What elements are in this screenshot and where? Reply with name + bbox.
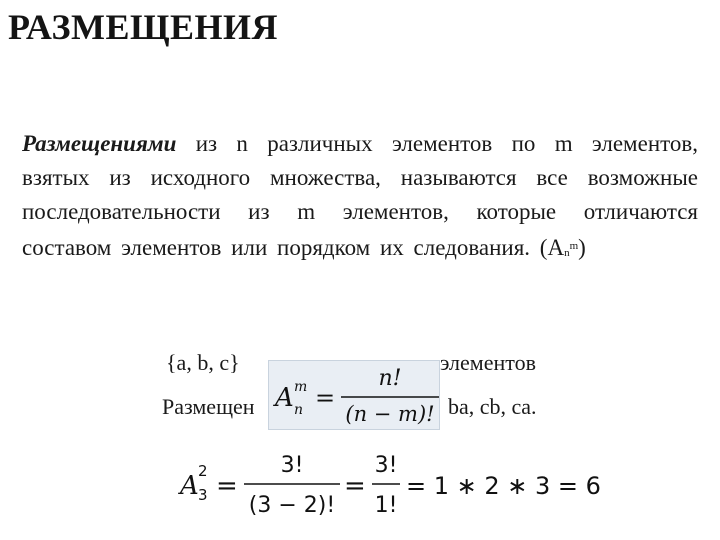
general-equals: = (315, 384, 336, 412)
worked-eq2: = (344, 471, 366, 501)
example-row2-tail: ba, cb, ca. (448, 394, 537, 419)
definition-paragraph (22, 127, 698, 270)
definition-term: Размещениями (22, 131, 177, 156)
worked-frac2-num: 3! (374, 453, 398, 478)
worked-frac2-den: 1! (374, 493, 398, 518)
notation-superscript: m (569, 240, 579, 252)
general-lhs-sub: n (294, 402, 304, 418)
example-set: {a, b, c} (166, 350, 240, 375)
general-formula-box (268, 360, 440, 430)
general-lhs-base: A (275, 383, 294, 413)
general-formula (269, 361, 441, 431)
notation-subscript: n (564, 247, 570, 259)
general-lhs-sup: m (294, 379, 308, 395)
notation-close: ) (578, 235, 586, 260)
example-set-tail: элементов (440, 350, 536, 375)
example-row2-head: Размещен (162, 394, 255, 419)
worked-lhs-base: A (180, 471, 199, 501)
general-numerator: n! (378, 366, 402, 391)
worked-lhs-sub: 3 (198, 486, 208, 504)
worked-frac1-den: (3 − 2)! (248, 493, 336, 518)
worked-lhs-sup: 2 (198, 462, 208, 480)
definition-text: из n различных элементов по m элементов, взятых из исходного множества, называются все возможные последовательности из m элементов, которые отличаются составом элементов или порядком их следования. (A (22, 131, 698, 260)
worked-frac1-num: 3! (280, 453, 304, 478)
slide-title: РАЗМЕЩЕНИЯ (8, 7, 279, 47)
general-denominator: (n − m)! (345, 402, 435, 426)
worked-rhs: = 1 ∗ 2 ∗ 3 = 6 (406, 472, 601, 500)
worked-eq1: = (216, 471, 238, 501)
